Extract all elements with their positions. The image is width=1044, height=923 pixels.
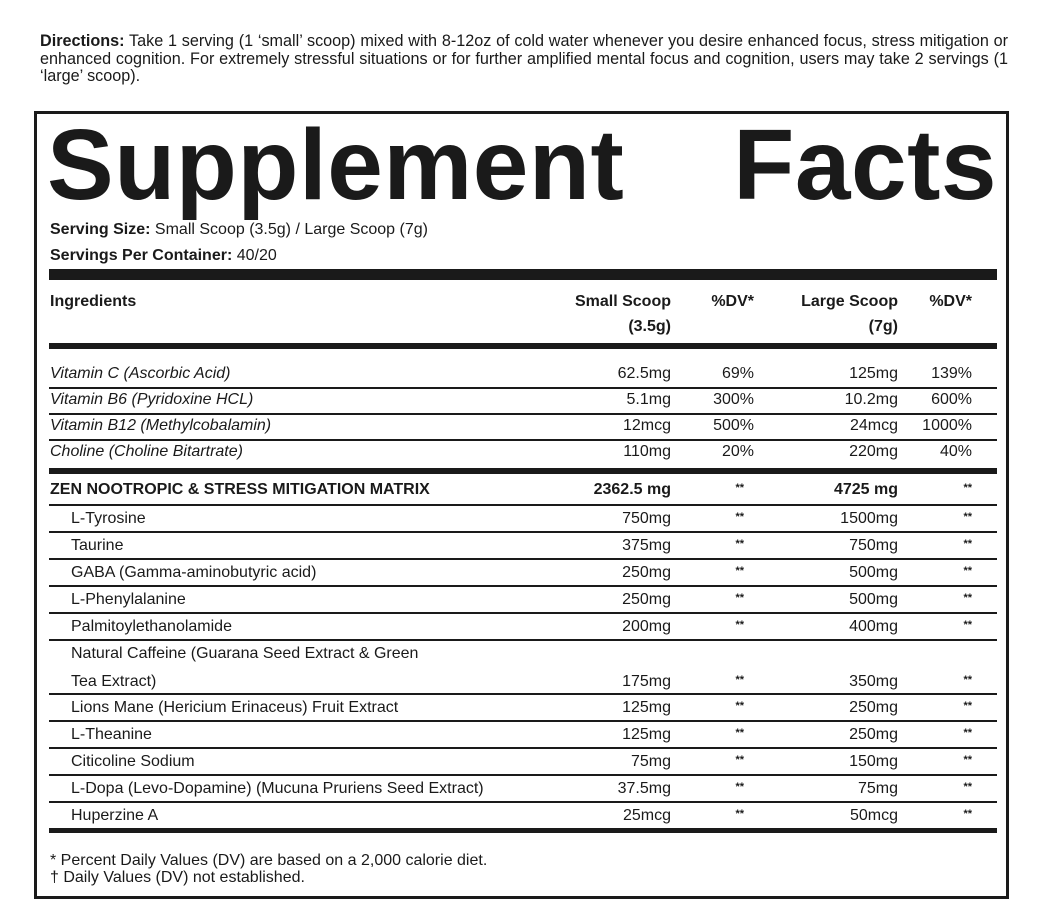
matrix-header-divider	[49, 504, 997, 506]
header-large-scoop: Large Scoop	[801, 293, 898, 310]
ingredient-name: Taurine	[71, 537, 124, 554]
ingredient-small-amount: 250mg	[622, 564, 671, 581]
serving-size-label: Serving Size:	[50, 221, 151, 238]
ingredient-large-dv: **	[963, 538, 972, 550]
ingredient-large-dv: **	[963, 727, 972, 739]
vitamin-small-amount: 110mg	[623, 443, 671, 460]
ingredient-small-amount: 25mcg	[622, 807, 671, 824]
header-large-scoop-weight: (7g)	[868, 318, 898, 335]
vitamin-small-amount: 12mcg	[622, 417, 671, 434]
servings-per-container-label: Servings Per Container:	[50, 247, 233, 264]
matrix-small-dv: **	[735, 482, 744, 494]
directions-body: Take 1 serving (1 ‘small’ scoop) mixed with 8-12oz of cold water whenever you desire enhanced focus, stress mitigation or enhanced cognition. For extremely stressful situations or for further amplified mental focus and cognition, users may take 2 servings (1 ‘large’ scoop).	[40, 32, 1008, 85]
ingredient-large-amount: 500mg	[849, 591, 898, 608]
footnote-dv: * Percent Daily Values (DV) are based on a 2,000 calorie diet.	[50, 852, 488, 869]
ingredient-small-amount: 250mg	[622, 591, 671, 608]
ingredient-row-divider	[49, 612, 997, 614]
directions-label: Directions:	[40, 32, 125, 50]
ingredient-large-dv: **	[963, 754, 972, 766]
ingredient-small-amount: 37.5mg	[617, 780, 671, 797]
ingredient-small-amount: 375mg	[622, 537, 671, 554]
header-small-scoop-weight: (3.5g)	[628, 318, 671, 335]
ingredient-small-dv: **	[735, 808, 744, 820]
ingredient-small-dv: **	[735, 781, 744, 793]
ingredient-small-dv: **	[735, 674, 744, 686]
ingredient-large-amount: 150mg	[849, 753, 898, 770]
supplement-facts-panel	[34, 111, 1009, 899]
vitamin-name: Vitamin C (Ascorbic Acid)	[50, 365, 231, 382]
vitamin-row-divider	[49, 413, 997, 415]
ingredient-row-divider	[49, 801, 997, 803]
ingredient-large-dv: **	[963, 808, 972, 820]
ingredient-small-dv: **	[735, 754, 744, 766]
vitamin-large-dv: 40%	[939, 443, 972, 460]
vitamin-large-amount: 10.2mg	[844, 391, 898, 408]
vitamin-large-amount: 220mg	[849, 443, 898, 460]
rule-vitamins-thick	[49, 468, 997, 474]
ingredient-large-amount: 500mg	[849, 564, 898, 581]
vitamin-small-amount: 62.5mg	[617, 365, 671, 382]
vitamin-row-divider	[49, 387, 997, 389]
ingredient-small-dv: **	[735, 565, 744, 577]
title-word-facts: Facts	[733, 109, 997, 221]
ingredient-small-amount: 750mg	[622, 510, 671, 527]
ingredient-small-dv: **	[735, 511, 744, 523]
vitamin-name: Vitamin B6 (Pyridoxine HCL)	[50, 391, 254, 408]
vitamin-large-dv: 139%	[931, 365, 972, 382]
ingredient-large-amount: 400mg	[849, 618, 898, 635]
ingredient-name: GABA (Gamma-aminobutyric acid)	[71, 564, 317, 581]
ingredient-small-dv: **	[735, 727, 744, 739]
ingredient-small-amount: 175mg	[622, 673, 671, 690]
vitamin-row-divider	[49, 439, 997, 441]
vitamin-name: Vitamin B12 (Methylcobalamin)	[50, 417, 272, 434]
vitamin-small-dv: 20%	[721, 443, 754, 460]
ingredient-large-amount: 250mg	[849, 699, 898, 716]
ingredient-small-dv: **	[735, 700, 744, 712]
rule-bottom-thick	[49, 828, 997, 833]
ingredient-large-dv: **	[963, 619, 972, 631]
ingredient-name: L-Tyrosine	[71, 510, 146, 527]
matrix-name: ZEN NOOTROPIC & STRESS MITIGATION MATRIX	[50, 481, 430, 498]
ingredient-large-dv: **	[963, 565, 972, 577]
ingredient-small-amount: 200mg	[622, 618, 671, 635]
serving-size-value: Small Scoop (3.5g) / Large Scoop (7g)	[150, 221, 428, 238]
vitamin-large-amount: 24mcg	[849, 417, 898, 434]
ingredient-name: L-Theanine	[71, 726, 152, 743]
ingredient-name: Lions Mane (Hericium Erinaceus) Fruit Extract	[71, 699, 399, 716]
ingredient-large-dv: **	[963, 674, 972, 686]
vitamin-small-dv: 69%	[721, 365, 754, 382]
vitamin-small-amount: 5.1mg	[626, 391, 671, 408]
directions-text	[40, 33, 1008, 86]
ingredient-row-divider	[49, 774, 997, 776]
servings-per-container-value: 40/20	[232, 247, 277, 264]
ingredient-large-dv: **	[963, 511, 972, 523]
rule-top-thick	[49, 269, 997, 280]
matrix-small-amount: 2362.5 mg	[593, 481, 671, 498]
ingredient-row-divider	[49, 747, 997, 749]
ingredient-row-divider	[49, 585, 997, 587]
ingredient-large-dv: **	[963, 700, 972, 712]
serving-size	[50, 220, 428, 240]
header-ingredients: Ingredients	[50, 293, 137, 310]
ingredient-row-divider	[49, 720, 997, 722]
matrix-large-dv: **	[963, 482, 972, 494]
ingredient-small-dv: **	[735, 592, 744, 604]
vitamin-large-dv: 1000%	[922, 417, 972, 434]
ingredient-large-dv: **	[963, 781, 972, 793]
ingredient-name: Palmitoylethanolamide	[71, 618, 232, 635]
vitamin-name: Choline (Choline Bitartrate)	[50, 443, 243, 460]
ingredient-large-dv: **	[963, 592, 972, 604]
matrix-large-amount: 4725 mg	[833, 481, 898, 498]
ingredient-large-amount: 350mg	[849, 673, 898, 690]
ingredient-small-amount: 125mg	[622, 726, 671, 743]
ingredient-name: Huperzine A	[71, 807, 159, 824]
rule-header-thick	[49, 343, 997, 349]
ingredient-row-divider	[49, 558, 997, 560]
ingredient-large-amount: 1500mg	[840, 510, 898, 527]
servings-per-container	[50, 246, 277, 266]
ingredient-large-amount: 750mg	[849, 537, 898, 554]
ingredient-large-amount: 250mg	[849, 726, 898, 743]
panel-title	[47, 110, 997, 220]
ingredient-row-divider	[49, 531, 997, 533]
header-dv-large: %DV*	[929, 293, 972, 310]
vitamin-small-dv: 500%	[713, 417, 754, 434]
ingredient-row-divider	[49, 639, 997, 641]
footnotes	[50, 852, 487, 886]
ingredient-small-amount: 125mg	[622, 699, 671, 716]
ingredient-name: L-Dopa (Levo-Dopamine) (Mucuna Pruriens Seed Extract)	[71, 780, 484, 797]
ingredient-large-amount: 50mcg	[849, 807, 898, 824]
ingredient-name: L-Phenylalanine	[71, 591, 186, 608]
ingredient-name: Natural Caffeine (Guarana Seed Extract & Green	[71, 645, 419, 662]
ingredient-small-dv: **	[735, 538, 744, 550]
vitamin-large-amount: 125mg	[849, 365, 898, 382]
vitamin-large-dv: 600%	[931, 391, 972, 408]
ingredient-name: Citicoline Sodium	[71, 753, 195, 770]
ingredient-row-divider	[49, 693, 997, 695]
ingredient-large-amount: 75mg	[857, 780, 898, 797]
title-word-supplement: Supplement	[47, 109, 625, 221]
vitamin-small-dv: 300%	[713, 391, 754, 408]
ingredient-small-dv: **	[735, 619, 744, 631]
ingredient-small-amount: 75mg	[630, 753, 671, 770]
header-small-scoop: Small Scoop	[574, 293, 671, 310]
ingredient-name-continued: Tea Extract)	[71, 673, 157, 690]
header-dv-small: %DV*	[711, 293, 754, 310]
footnote-not-established: † Daily Values (DV) not established.	[50, 869, 305, 886]
